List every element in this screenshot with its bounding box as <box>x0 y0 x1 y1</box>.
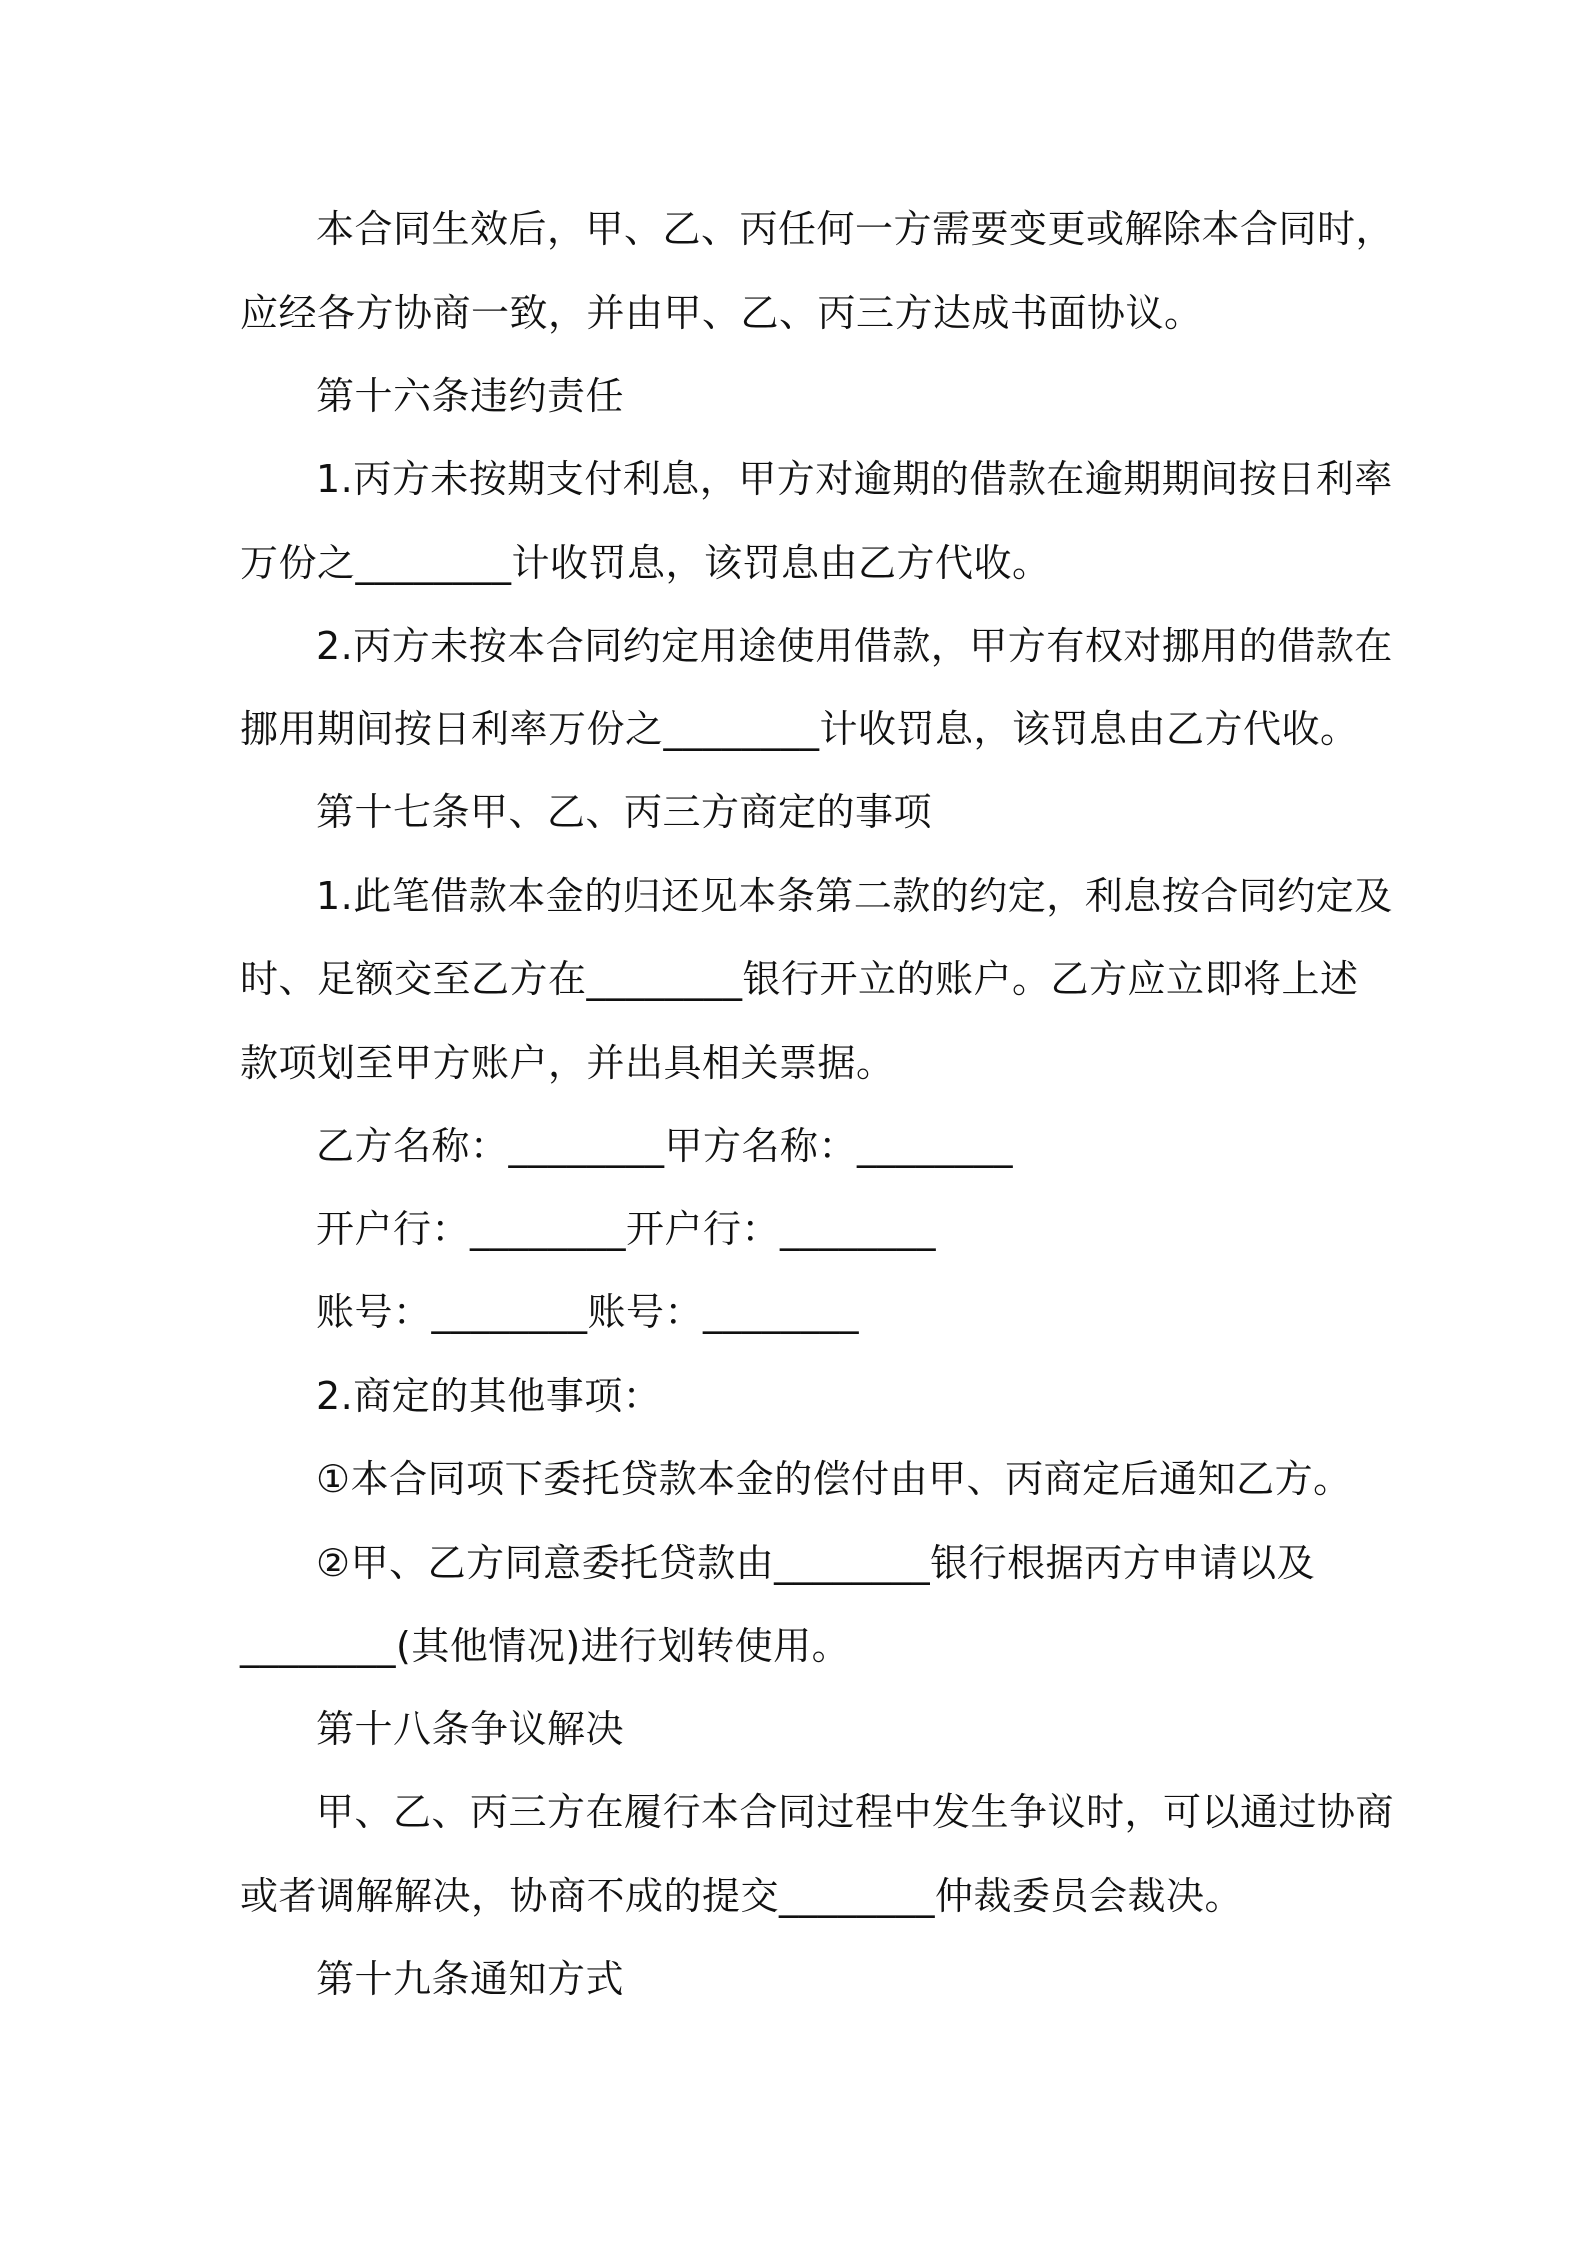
form-line: 乙方名称：________甲方名称：________ <box>316 1124 1014 1168</box>
text-line: ①本合同项下委托贷款本金的偿付由甲、丙商定后通知乙方。 <box>316 1457 1352 1501</box>
text-line: 1.此笔借款本金的归还见本条第二款的约定，利息按合同约定及 <box>316 874 1393 918</box>
text-line: ________(其他情况)进行划转使用。 <box>240 1624 851 1668</box>
text-line: 或者调解解决，协商不成的提交________仲裁委员会裁决。 <box>240 1874 1244 1918</box>
section-heading: 第十九条通知方式 <box>316 1957 625 2001</box>
form-line: 账号：________账号：________ <box>316 1290 860 1334</box>
text-line: 应经各方协商一致，并由甲、乙、丙三方达成书面协议。 <box>240 291 1203 335</box>
text-line: 甲、乙、丙三方在履行本合同过程中发生争议时，可以通过协商 <box>316 1790 1395 1834</box>
text-line: 1.丙方未按期支付利息，甲方对逾期的借款在逾期期间按日利率 <box>316 457 1393 501</box>
text-line: 款项划至甲方账户，并出具相关票据。 <box>240 1041 895 1085</box>
text-line: 万份之________计收罚息，该罚息由乙方代收。 <box>240 541 1051 585</box>
section-heading: 第十七条甲、乙、丙三方商定的事项 <box>316 790 933 834</box>
text-line: 时、足额交至乙方在________银行开立的账户。乙方应立即将上述 <box>240 957 1359 1001</box>
text-line: 本合同生效后，甲、乙、丙任何一方需要变更或解除本合同时， <box>316 207 1395 251</box>
text-line: 2.丙方未按本合同约定用途使用借款，甲方有权对挪用的借款在 <box>316 624 1393 668</box>
section-heading: 第十六条违约责任 <box>316 374 625 418</box>
section-heading: 第十八条争议解决 <box>316 1707 625 1751</box>
text-line: 挪用期间按日利率万份之________计收罚息，该罚息由乙方代收。 <box>240 707 1359 751</box>
text-line: ②甲、乙方同意委托贷款由________银行根据丙方申请以及 <box>316 1541 1316 1585</box>
form-line: 开户行：________开户行：________ <box>316 1207 937 1251</box>
text-line: 2.商定的其他事项： <box>316 1374 662 1418</box>
